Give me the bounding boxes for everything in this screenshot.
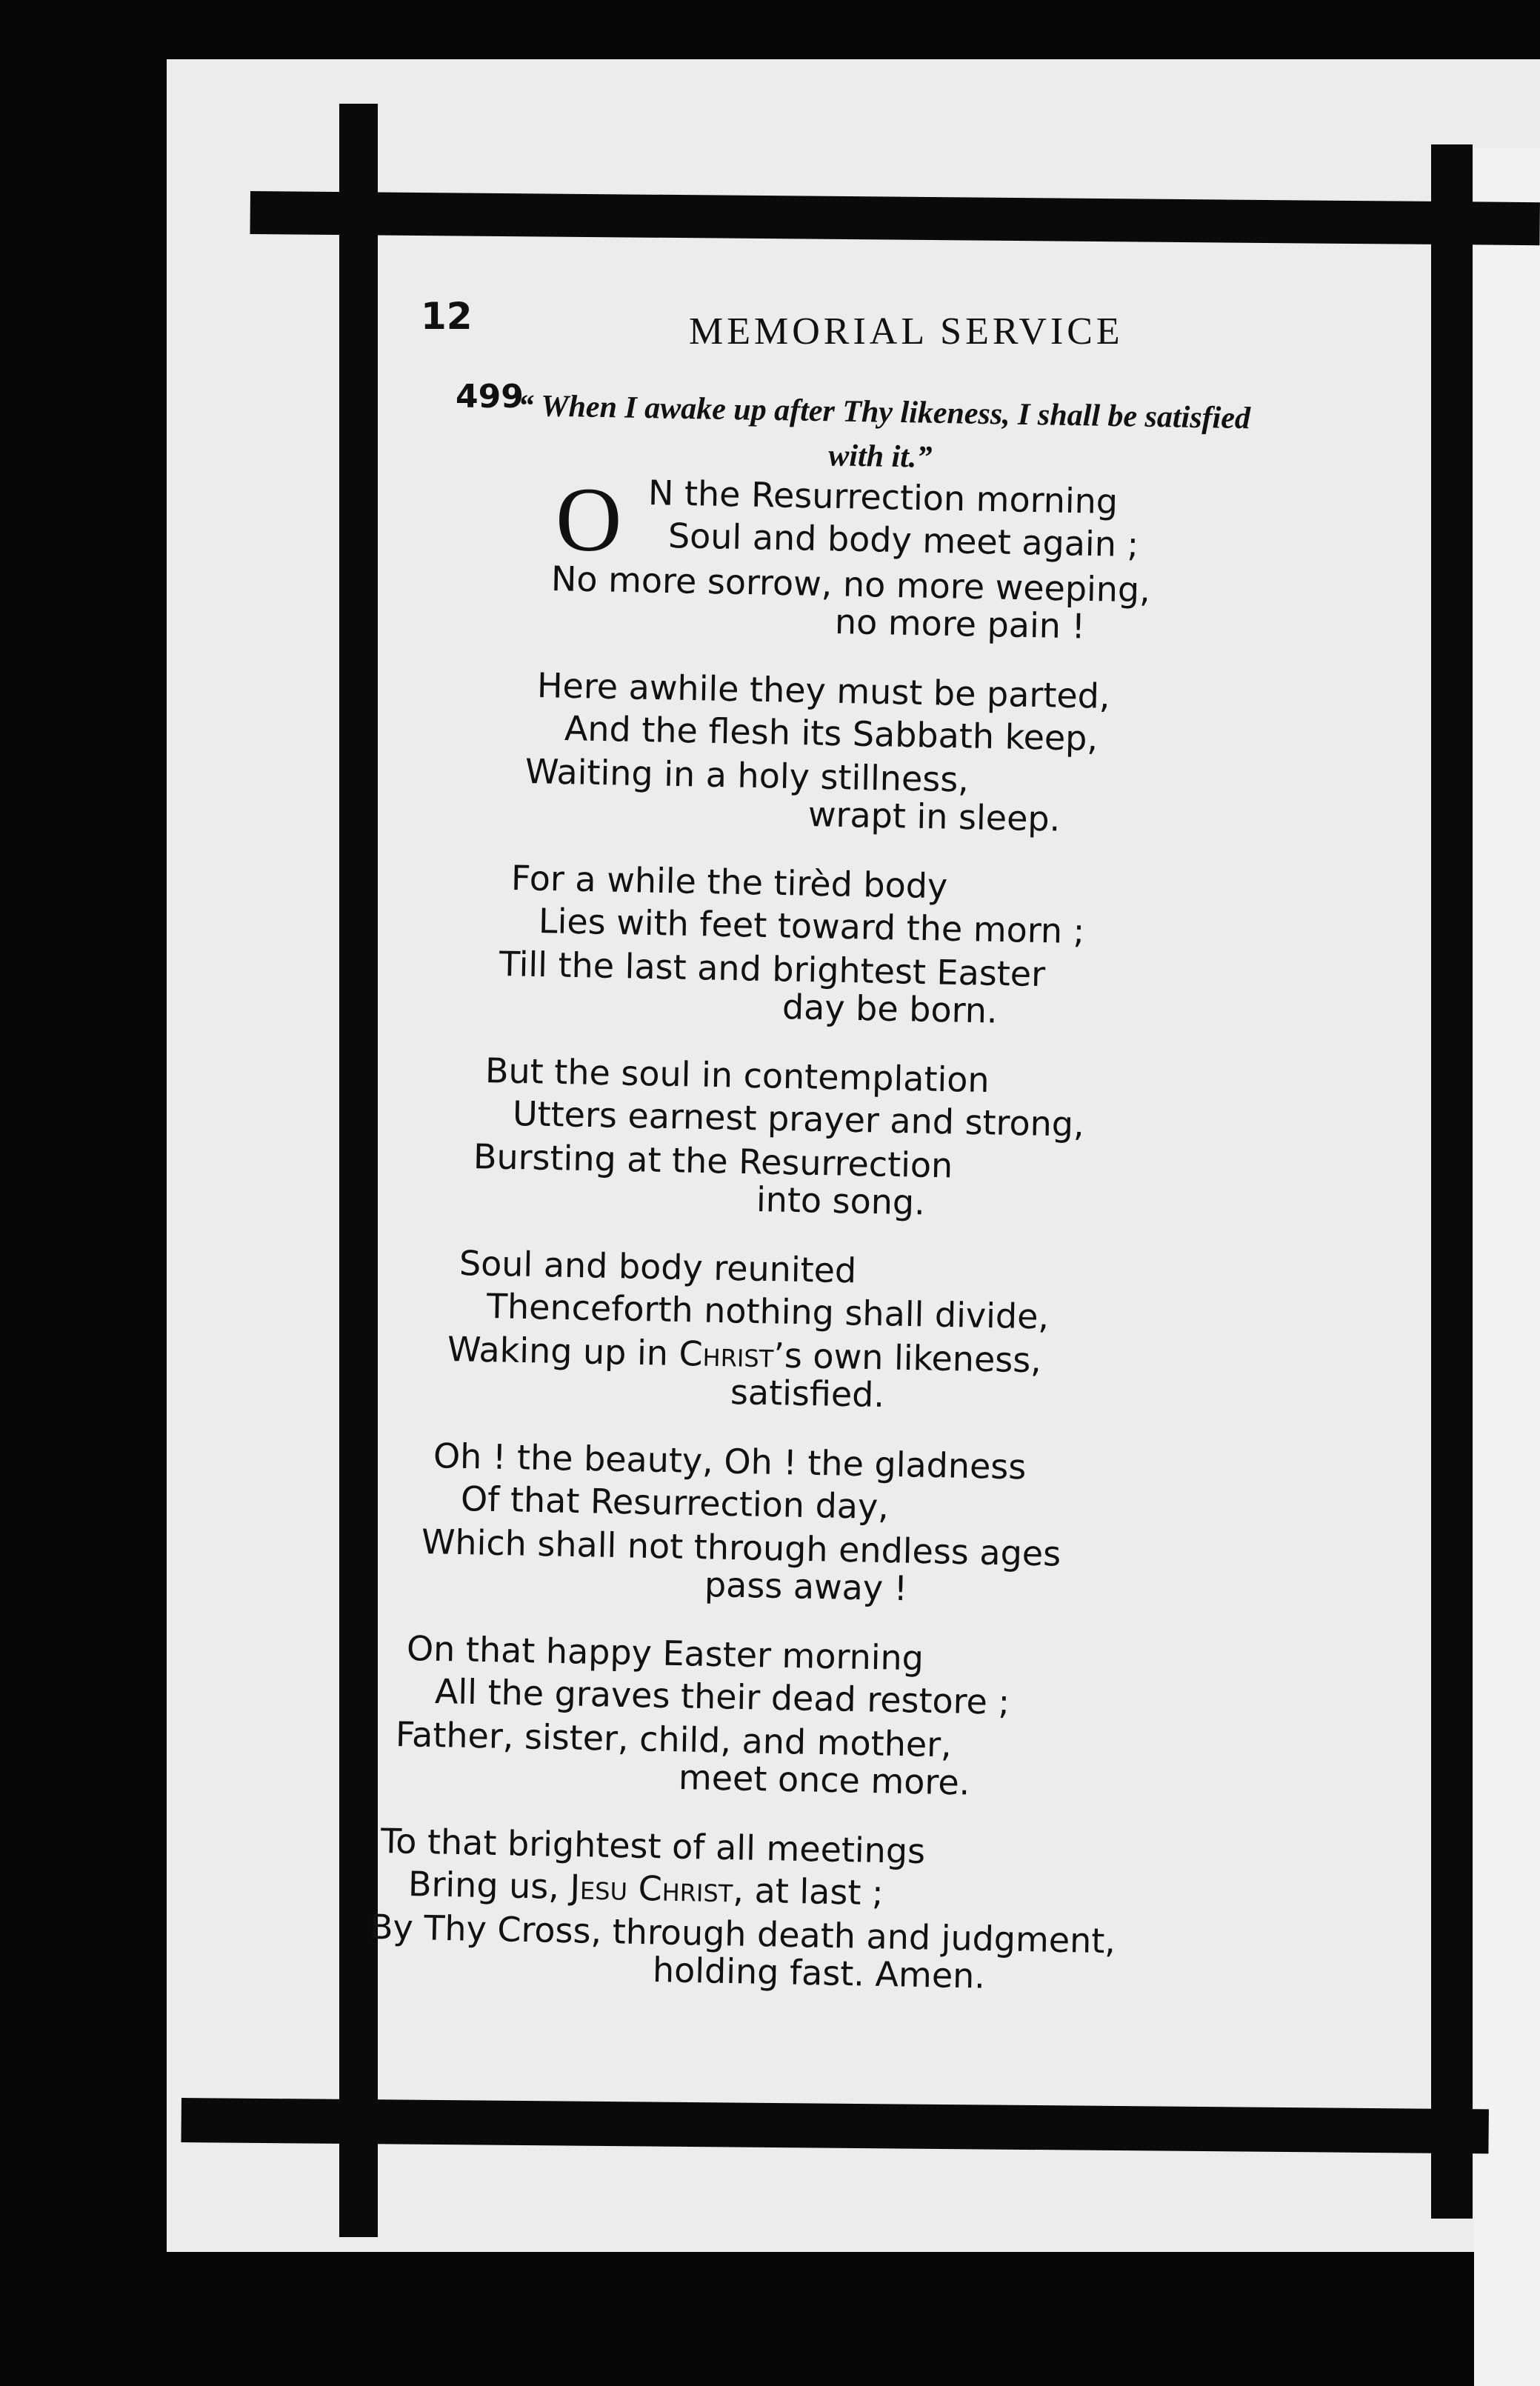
verse-6-line-3: Which shall not through endless ages [421, 1522, 1061, 1574]
verse-5-line-1: Soul and body reunited [459, 1243, 857, 1291]
verse-3-line-2: Lies with feet toward the morn ; [538, 901, 1085, 952]
epigraph-line-2: with it.” [827, 439, 933, 475]
verse-2-line-1: Here awhile they must be parted, [536, 665, 1111, 716]
verse-4-line-4: into song. [756, 1179, 926, 1223]
verse-7-line-2: All the graves their dead restore ; [434, 1671, 1010, 1722]
verse-2-line-4: wrapt in sleep. [807, 794, 1061, 839]
running-head: MEMORIAL SERVICE [689, 310, 1124, 353]
verse-6-line-4: pass away ! [704, 1564, 908, 1609]
verse-2-line-3: Waiting in a holy stillness, [524, 751, 970, 800]
verse-4-line-2: Utters earnest prayer and strong, [512, 1093, 1085, 1144]
verse-5-line-4: satisfied. [730, 1372, 885, 1415]
drop-cap: O [556, 469, 622, 570]
page-number: 12 [421, 295, 473, 338]
verse-1-line-2: Soul and body meet again ; [667, 516, 1139, 565]
epigraph-line-1: “ When I awake up after Thy likeness, I shall be satisfied [518, 388, 1251, 436]
verse-8-line-4: holding fast. Amen. [652, 1950, 986, 1996]
verse-3-line-1: For a while the tirèd body [510, 858, 948, 907]
verse-5-line-2: Thenceforth nothing shall divide, [486, 1286, 1050, 1337]
verse-5-line-3: Waking up in Christ’s own likeness, [447, 1329, 1042, 1381]
verse-4-line-3: Bursting at the Resurrection [473, 1136, 953, 1186]
verse-3-line-4: day be born. [781, 987, 999, 1031]
verse-7-line-1: On that happy Easter morning [406, 1628, 924, 1679]
verse-6-line-2: Of that Resurrection day, [460, 1479, 890, 1527]
verse-3-line-3: Till the last and brightest Easter [499, 944, 1046, 995]
verse-8-line-2: Bring us, Jesu Christ, at last ; [407, 1864, 884, 1913]
verse-1-line-3: No more sorrow, no more weeping, [550, 559, 1151, 610]
verse-7-line-3: Father, sister, child, and mother, [395, 1714, 953, 1765]
verse-1-line-1: N the Resurrection morning [647, 473, 1119, 522]
verse-8-line-1: To that brightest of all meetings [380, 1821, 926, 1872]
verse-6-line-1: Oh ! the beauty, Oh ! the gladness [433, 1436, 1027, 1487]
hymn-number: 499 [456, 378, 524, 416]
verse-1-line-4: no more pain ! [834, 602, 1086, 647]
verse-7-line-4: meet once more. [678, 1757, 970, 1803]
verse-2-line-2: And the flesh its Sabbath keep, [564, 708, 1099, 759]
verse-8-line-3: By Thy Cross, through death and judgment, [369, 1907, 1116, 1962]
verse-4-line-1: But the soul in contemplation [484, 1050, 990, 1101]
